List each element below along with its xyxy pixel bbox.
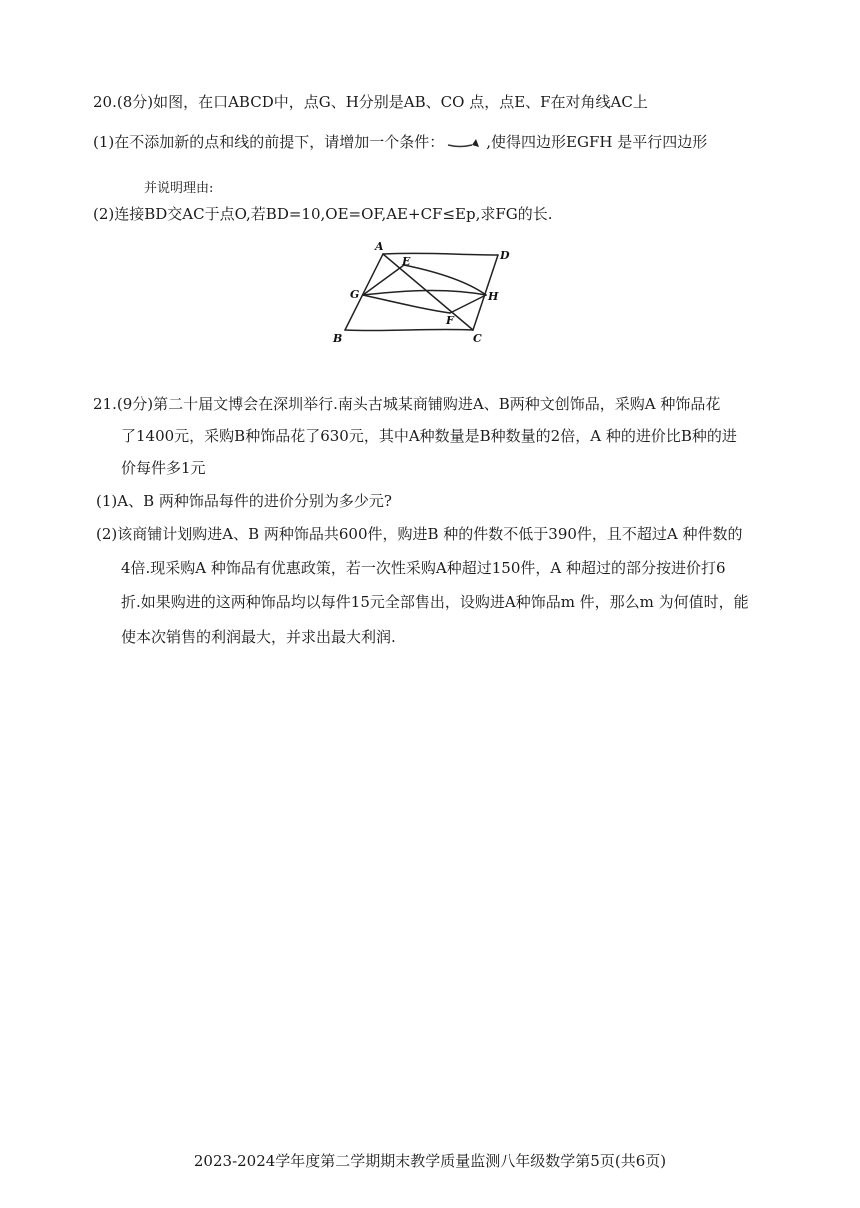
q21-part2-line3: 折.如果购进的这两种饰品均以每件15元全部售出，设购进A种饰品m 件，那么m 为何值时，能: [121, 593, 749, 611]
q20-stem: 20.(8分)如图，在口ABCD中，点G、H分别是AB、CO 点，点E、F在对角线AC上: [93, 93, 648, 111]
q20-part1-after: ,使得四边形EGFH 是平行四边形: [486, 133, 708, 151]
q21-stem-line3: 价每件多1元: [121, 459, 206, 477]
q21-part2-line4: 使本次销售的利润最大，并求出最大利润.: [121, 628, 396, 646]
segment-fh: [450, 295, 486, 313]
parallelogram-diagram: [328, 238, 518, 350]
label-g: G: [350, 288, 360, 301]
q21-part1: (1)A、B 两种饰品每件的进价分别为多少元?: [96, 492, 392, 510]
label-h: H: [488, 290, 499, 303]
q20-part1-before: (1)在不添加新的点和线的前提下，请增加一个条件：: [93, 133, 445, 151]
q21-part2-line2: 4倍.现采购A 种饰品有优惠政策，若一次性采购A种超过150件，A 种超过的部分按进价打6: [121, 559, 726, 577]
label-b: B: [333, 332, 343, 345]
q21-stem-line2: 了1400元，采购B种饰品花了630元，其中A种数量是B种数量的2倍，A 种的进价比B种的进: [121, 427, 737, 445]
page-footer: 2023-2024学年度第二学期期末教学质量监测八年级数学第5页(共6页): [193, 1152, 667, 1170]
side-ad: [383, 253, 498, 255]
q20-part2: (2)连接BD交AC于点O,若BD=10,OE=OF,AE+CF≤Ep,求FG的长.: [93, 205, 553, 223]
q21-stem-line1: 21.(9分)第二十届文博会在深圳举行.南头古城某商铺购进A、B两种文创饰品，采购A 种饰品花: [93, 395, 721, 413]
side-cb: [345, 329, 473, 330]
label-d: D: [500, 249, 510, 262]
q21-part2-line1: (2)该商铺计划购进A、B 两种饰品共600件，购进B 种的件数不低于390件，且不超过A 种件数的: [96, 525, 743, 543]
segment-gh: [363, 290, 486, 295]
pen-scribble-icon: [446, 136, 484, 150]
q20-part1: [93, 132, 707, 152]
segment-ge: [363, 265, 404, 295]
label-c: C: [473, 332, 482, 345]
label-f: F: [446, 314, 454, 327]
label-e: E: [402, 255, 411, 268]
segment-gf: [363, 295, 450, 313]
parallelogram-figure: [328, 238, 518, 350]
label-a: A: [375, 240, 384, 253]
q20-part1-note: 并说明理由:: [144, 181, 214, 196]
